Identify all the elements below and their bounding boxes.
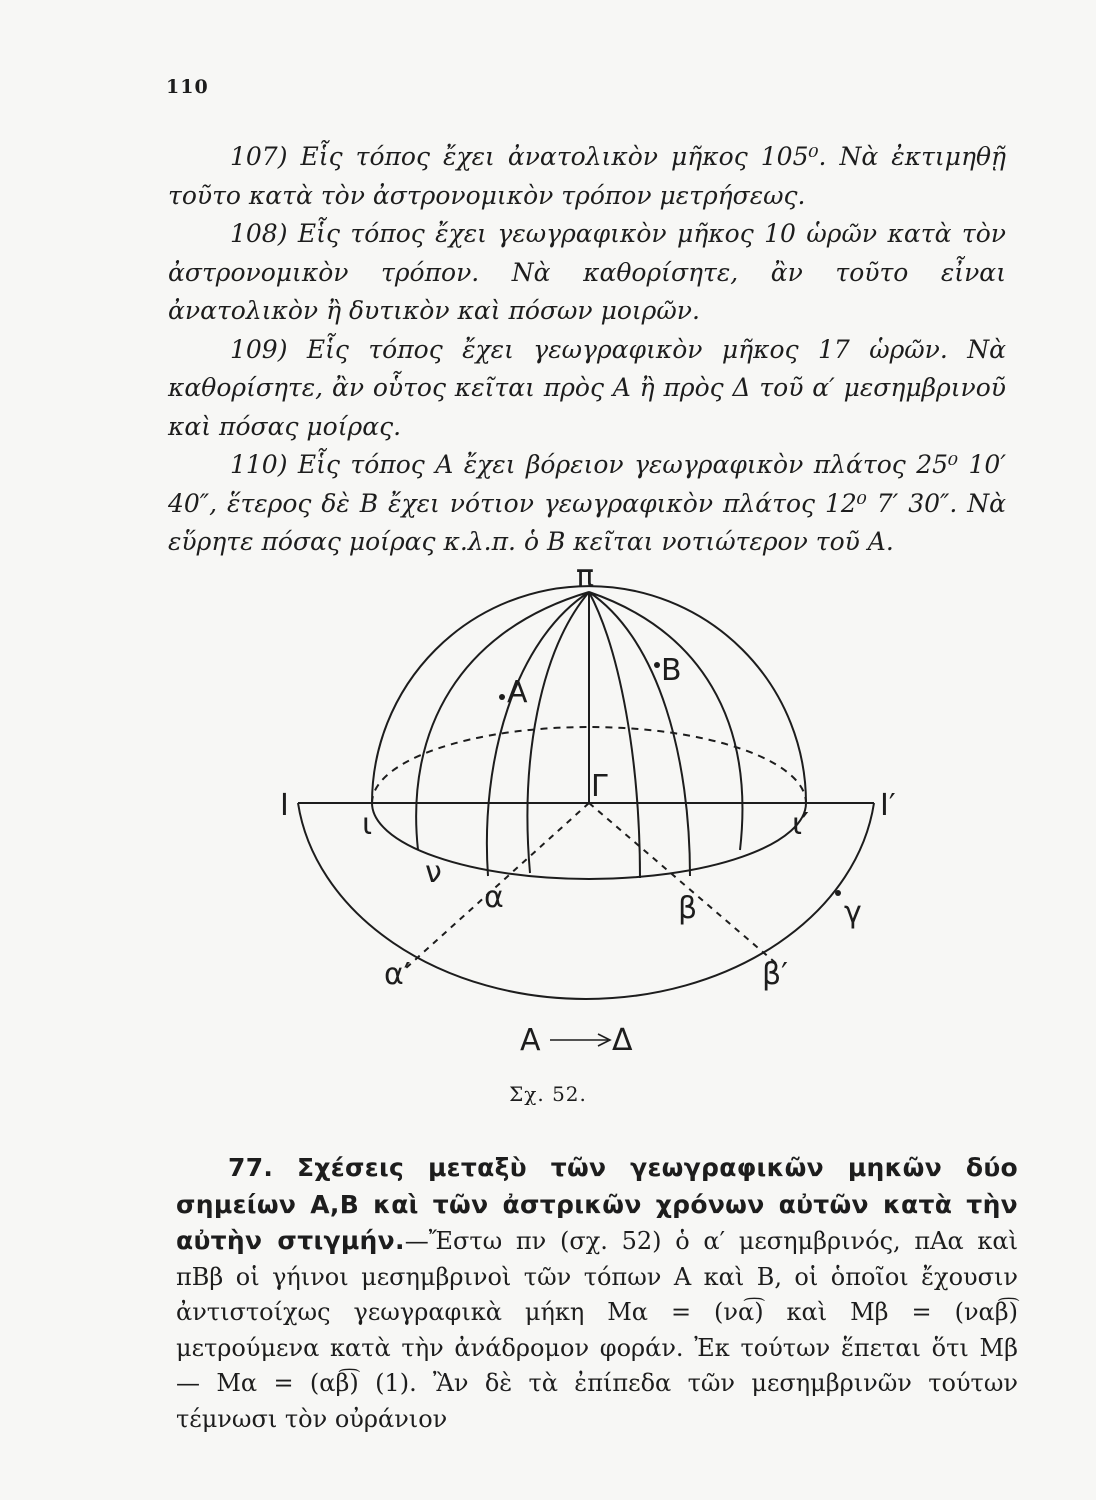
label-iota-prime: ι′: [792, 807, 809, 842]
label-beta: β: [678, 891, 698, 926]
label-I-prime: Ι′: [880, 788, 896, 823]
exercise-109: 109) Εἷς τόπος ἔχει γεωγραφικὸν μῆκος 17 ὡρῶν. Νὰ καθορίσητε, ἂν οὗτος κεῖται πρὸς Α ἢ πρὸς Δ τοῦ α′ μεσημβρινοῦ καὶ πόσας μοίρας.: [168, 334, 1006, 441]
exercise-110: 110) Εἷς τόπος Α ἔχει βόρειον γεωγραφικὸν πλάτος 25⁰ 10′ 40″, ἕτερος δὲ Β ἔχει νότιον γεωγραφικὸν πλάτος 12⁰ 7′ 30″. Νὰ εὕρητε πόσας μοίρας κ.λ.π. ὁ Β κεῖται νοτιώτερον τοῦ Α.: [168, 450, 1006, 556]
label-alpha: α: [484, 880, 504, 915]
label-A: Α: [507, 675, 528, 710]
point-b-marker: [654, 662, 660, 668]
section-77: [176, 1150, 1018, 1437]
label-pi: π: [576, 559, 595, 594]
label-I: Ι: [280, 788, 289, 823]
label-nu: ν: [425, 855, 442, 890]
label-direction-to: Δ: [612, 1023, 633, 1058]
label-alpha-prime: α′: [384, 957, 411, 992]
figure-caption: Σχ. 52.: [509, 1082, 587, 1106]
label-B: Β: [661, 653, 682, 688]
label-beta-prime: β′: [762, 957, 788, 992]
point-a-marker: [499, 694, 505, 700]
radius-beta: [589, 803, 778, 965]
section-title: 77. Σχέσεις μεταξὺ τῶν γεωγραφικῶν μηκῶν δύο σημείων Α,Β καὶ τῶν ἀστρικῶν χρόνων αὐτῶν κατὰ τὴν αὐτὴν στιγμήν.: [176, 1153, 1018, 1255]
section-body: —Ἔστω πν (σχ. 52) ὁ α′ μεσημβρινός, πΑα καὶ πΒβ οἱ γήινοι μεσημβρινοὶ τῶν τόπων Α καὶ Β, οἱ ὁποῖοι ἔχουσιν ἀντιστοίχως γεωγραφικὰ μήκη Mα = (να͡) καὶ Mβ = (ναβ͡) μετρούμενα κατὰ τὴν ἀνάδρομον φοράν. Ἐκ τούτων ἕπεται ὅτι Mβ — Mα = (αβ͡) (1). Ἂν δὲ τὰ ἐπίπεδα τῶν μεσημβρινῶν τούτων τέμνωσι τὸν οὐράνιον: [176, 1227, 1018, 1433]
page-number: 110: [166, 76, 209, 98]
exercise-107: 107) Εἷς τόπος ἔχει ἀνατολικὸν μῆκος 105⁰. Νὰ ἐκτιμηθῇ τοῦτο κατὰ τὸν ἀστρονομικὸν τρόπον μετρήσεως.: [168, 142, 1006, 210]
label-Gamma: Γ: [591, 769, 608, 804]
point-gamma-marker: [835, 890, 841, 896]
label-direction-from: Α: [520, 1023, 541, 1058]
label-gamma: γ: [844, 895, 862, 930]
exercise-108: 108) Εἷς τόπος ἔχει γεωγραφικὸν μῆκος 10 ὡρῶν κατὰ τὸν ἀστρονομικὸν τρόπον. Νὰ καθορίσητε, ἂν τοῦτο εἶναι ἀνατολικὸν ἢ δυτικὸν καὶ πόσων μοιρῶν.: [168, 219, 1006, 325]
label-iota: ι: [362, 807, 373, 842]
